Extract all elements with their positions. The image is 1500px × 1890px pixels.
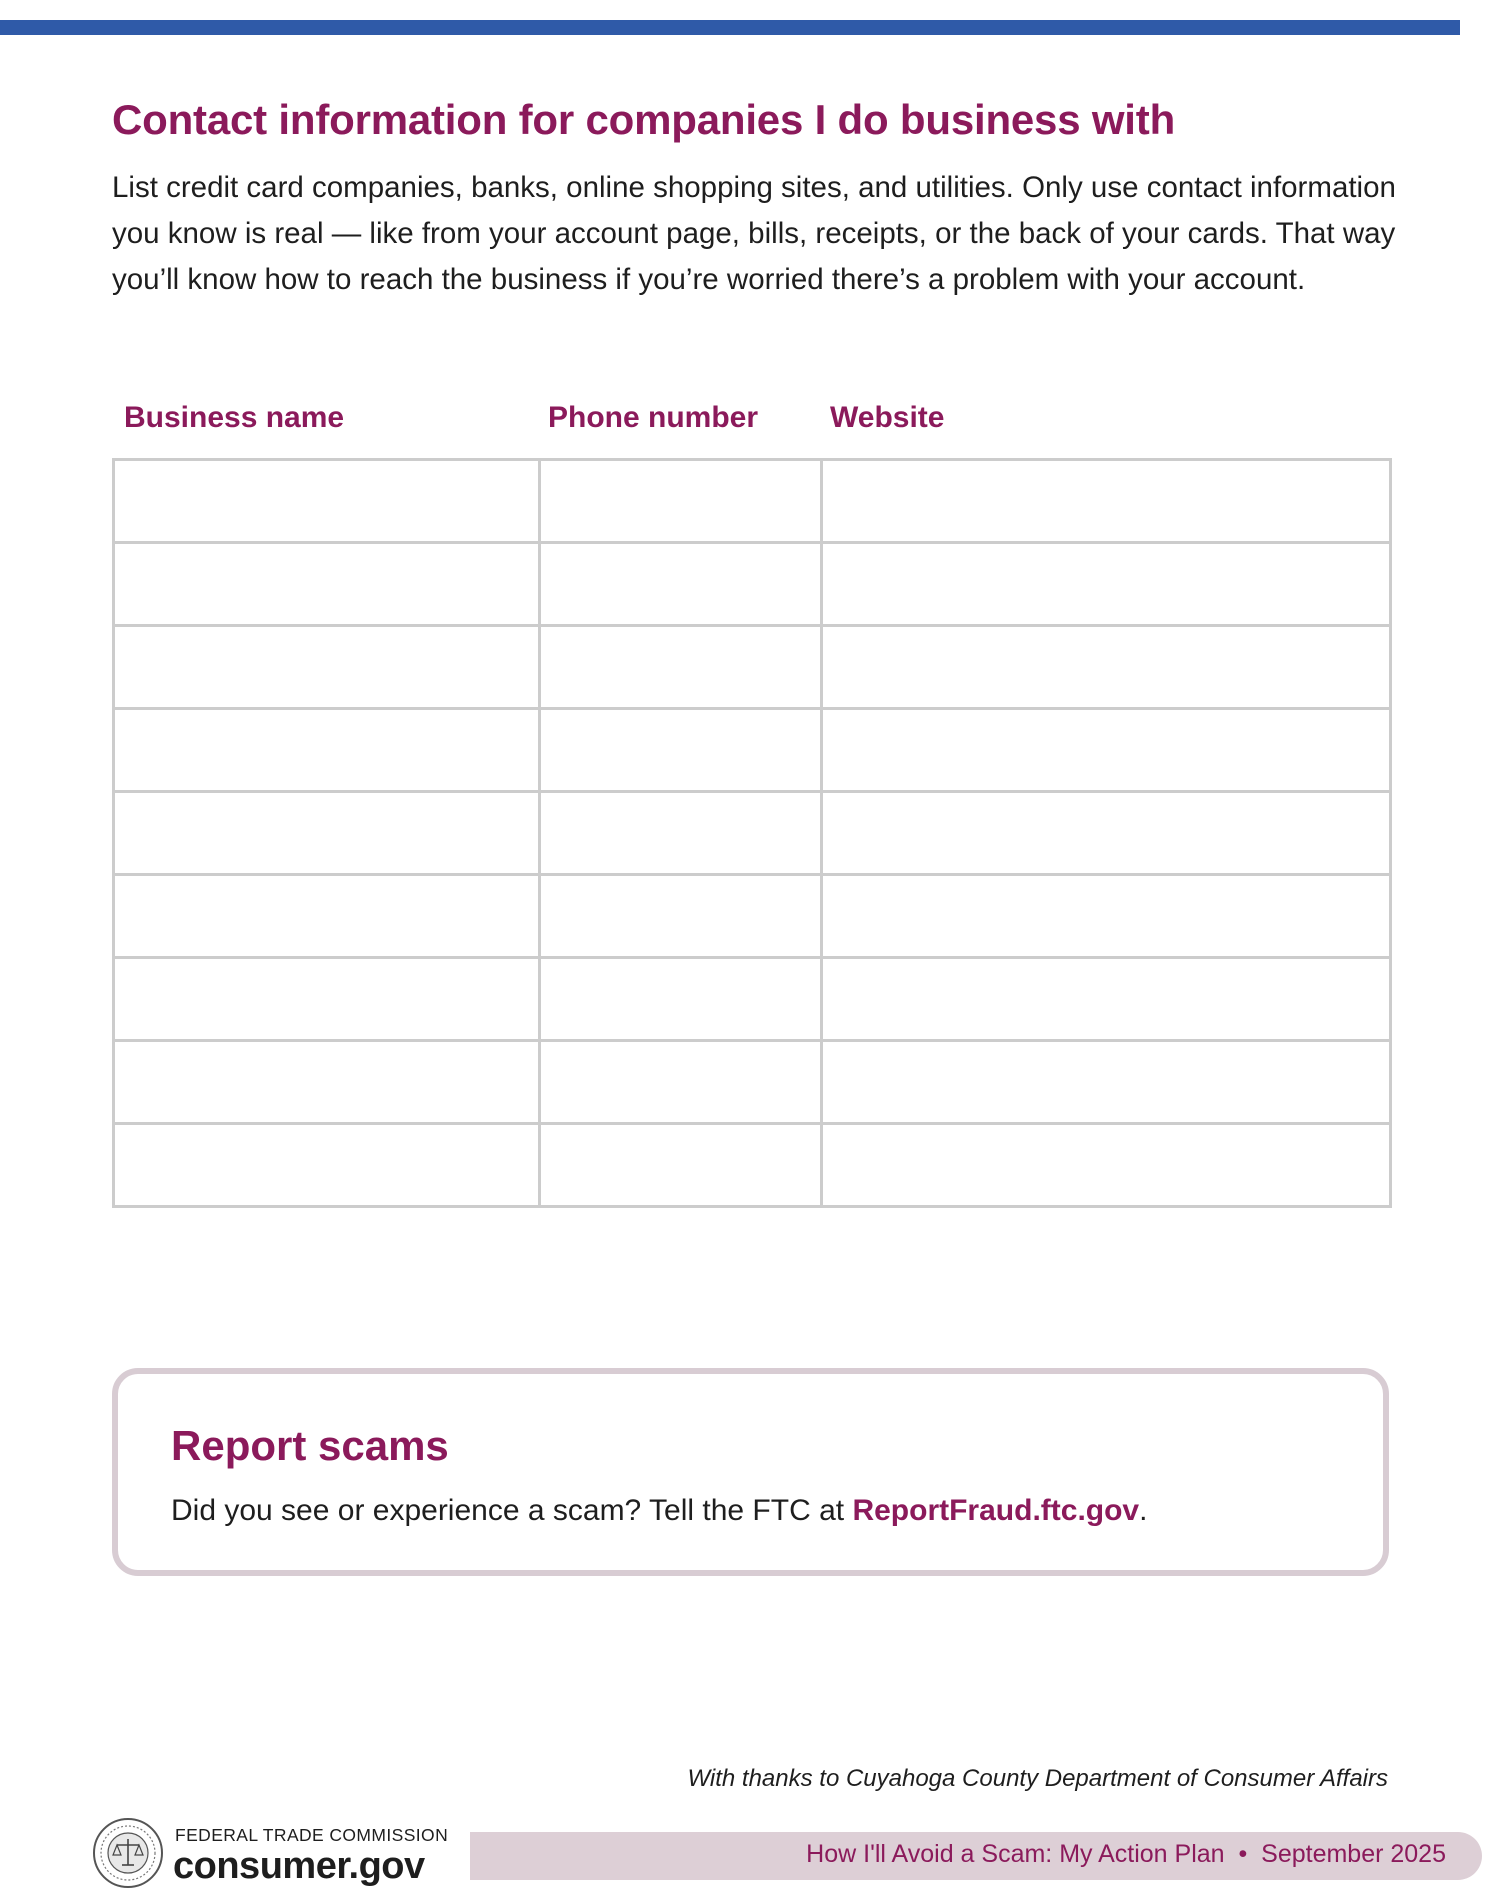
report-fraud-link[interactable]: ReportFraud.ftc.gov (852, 1494, 1140, 1527)
business-name-cell[interactable] (114, 709, 540, 792)
business-name-cell[interactable] (114, 1124, 540, 1207)
phone-number-cell[interactable] (540, 543, 822, 626)
business-name-cell[interactable] (114, 958, 540, 1041)
document-title: How I'll Avoid a Scam: My Action Plan (806, 1840, 1225, 1868)
phone-number-cell[interactable] (540, 1124, 822, 1207)
business-name-cell[interactable] (114, 792, 540, 875)
table-row (114, 958, 1391, 1041)
table-row (114, 709, 1391, 792)
table-row (114, 543, 1391, 626)
website-cell[interactable] (822, 958, 1391, 1041)
website-cell[interactable] (822, 1124, 1391, 1207)
column-header-business-name: Business name (124, 401, 345, 434)
report-scams-title: Report scams (171, 1422, 449, 1469)
phone-number-cell[interactable] (540, 626, 822, 709)
phone-number-cell[interactable] (540, 460, 822, 543)
document-date: September 2025 (1261, 1840, 1446, 1868)
report-scams-text (171, 1494, 1147, 1528)
table-row (114, 792, 1391, 875)
phone-number-cell[interactable] (540, 709, 822, 792)
ftc-seal-icon (92, 1817, 164, 1889)
phone-number-cell[interactable] (540, 1041, 822, 1124)
table-row (114, 626, 1391, 709)
website-cell[interactable] (822, 626, 1391, 709)
footer-banner (470, 1832, 1482, 1880)
column-header-website: Website (830, 401, 945, 434)
section-intro: List credit card companies, banks, online shopping sites, and utilities. Only use contact information you know is real — like from your account page, bills, receipts, or the back of your cards. That way you’ll know how to reach the business if you’re worried there’s a problem with your account. (112, 171, 1396, 296)
phone-number-cell[interactable] (540, 875, 822, 958)
website-cell[interactable] (822, 709, 1391, 792)
business-name-cell[interactable] (114, 460, 540, 543)
phone-number-cell[interactable] (540, 792, 822, 875)
website-cell[interactable] (822, 792, 1391, 875)
business-name-cell[interactable] (114, 543, 540, 626)
acknowledgement-text: With thanks to Cuyahoga County Department of Consumer Affairs (687, 1765, 1388, 1792)
phone-number-cell[interactable] (540, 958, 822, 1041)
top-accent-bar (0, 20, 1460, 35)
contact-table (112, 458, 1392, 1208)
website-cell[interactable] (822, 543, 1391, 626)
section-title: Contact information for companies I do business with (112, 96, 1176, 143)
footer-doc-info (806, 1840, 1446, 1869)
website-cell[interactable] (822, 875, 1391, 958)
website-cell[interactable] (822, 460, 1391, 543)
column-header-phone-number: Phone number (548, 401, 759, 434)
report-scams-box (112, 1368, 1389, 1576)
business-name-cell[interactable] (114, 1041, 540, 1124)
footer-separator: • (1238, 1840, 1248, 1868)
consumer-gov-logo-text: consumer.gov (173, 1845, 425, 1887)
report-scams-prompt: Did you see or experience a scam? Tell the FTC at (171, 1494, 853, 1527)
table-row (114, 1124, 1391, 1207)
report-scams-period: . (1139, 1494, 1148, 1527)
business-name-cell[interactable] (114, 875, 540, 958)
agency-name: FEDERAL TRADE COMMISSION (175, 1825, 449, 1845)
table-row (114, 460, 1391, 543)
website-cell[interactable] (822, 1041, 1391, 1124)
table-row (114, 875, 1391, 958)
table-row (114, 1041, 1391, 1124)
business-name-cell[interactable] (114, 626, 540, 709)
